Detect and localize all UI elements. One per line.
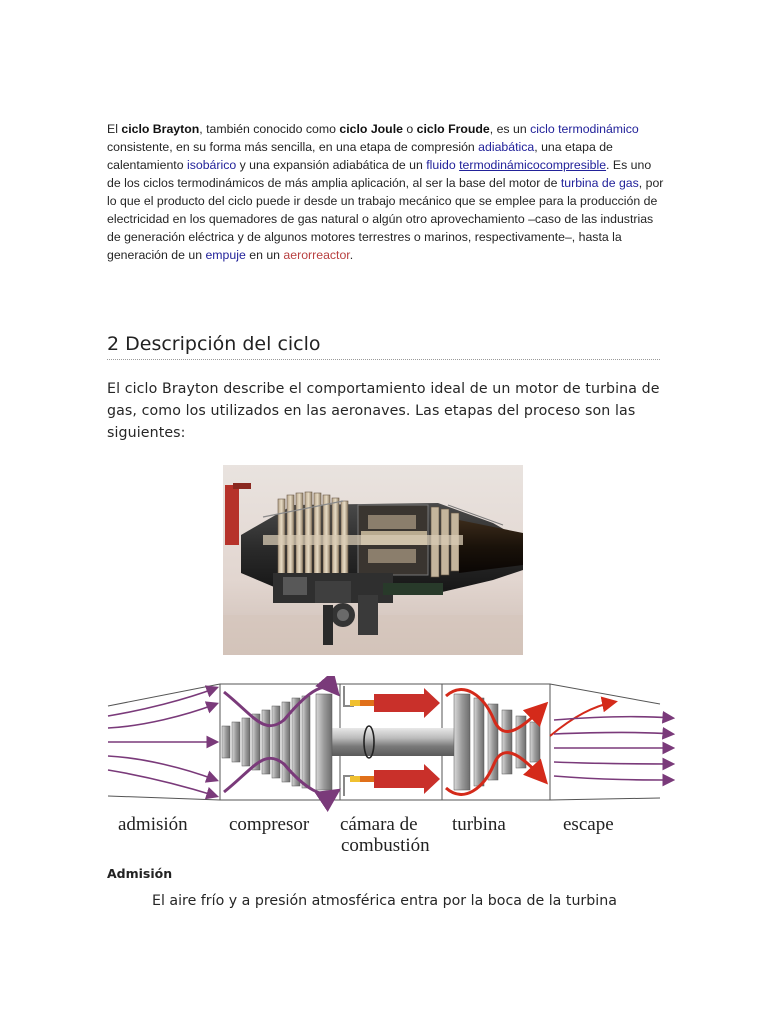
intro-text: , también conocido como	[199, 122, 340, 136]
intro-text: . Es uno de los ciclos termodinámicos de más amplia aplicación, al ser la base del motor de	[107, 158, 652, 190]
section-heading: 2 Descripción del ciclo	[107, 333, 660, 360]
compressor-discs	[222, 694, 332, 790]
intro-text: en un	[245, 248, 284, 262]
intake-air-arrows	[108, 688, 216, 796]
intro-text: , es un	[489, 122, 531, 136]
exhaust-arrows	[554, 717, 672, 780]
label-escape: escape	[563, 814, 614, 835]
label-turbina: turbina	[452, 814, 506, 835]
section-description: El ciclo Brayton describe el comportamiento ideal de un motor de turbina de gas, como los utilizados en las aeronaves. Las etapas del proceso son las siguientes:	[107, 381, 660, 441]
bold-ciclo-brayton: ciclo Brayton	[121, 122, 200, 136]
subsection-heading: Admisión	[107, 866, 173, 881]
jet-engine-photo	[223, 465, 523, 655]
brayton-cycle-diagram	[104, 676, 680, 866]
label-admision: admisión	[118, 814, 188, 835]
intro-text: , por lo que el producto del ciclo puede ir desde un trabajo mecánico que se emplee para la producción de electricidad en los quemadores de gas natural o algún otro aprovechamiento –caso de las industrias de generación eléctrica y de algunos motores terrestres o marinos, respectivamente–, hasta la generación de un	[107, 176, 664, 262]
intro-text: consistente, en su forma más sencilla, en una etapa de compresión	[107, 140, 479, 154]
link-turbina-de-gas[interactable]: turbina de gas	[560, 176, 639, 190]
intro-text: y una expansión adiabática de un	[236, 158, 427, 172]
link-isobarico[interactable]: isobárico	[186, 158, 237, 172]
link-empuje[interactable]: empuje	[205, 248, 246, 262]
intro-paragraph	[107, 120, 667, 264]
label-compresor: compresor	[229, 814, 310, 835]
intro-text: , una etapa de calentamiento	[107, 140, 613, 172]
admision-paragraph: El aire frío y a presión atmosférica entra por la boca de la turbina	[152, 893, 617, 909]
shaft	[329, 728, 459, 756]
bold-ciclo-froude: ciclo Froude	[416, 122, 490, 136]
link-termodinamico-compresible[interactable]: termodinámicocompresible	[459, 158, 607, 172]
link-aerorreactor[interactable]: aerorreactor	[283, 248, 350, 262]
intro-text: o	[402, 122, 417, 136]
link-adiabatica[interactable]: adiabática	[478, 140, 535, 154]
link-fluido[interactable]: fluido	[426, 158, 456, 172]
intro-text: .	[349, 248, 354, 262]
bold-ciclo-joule: ciclo Joule	[339, 122, 403, 136]
label-camara-de: cámara de	[340, 814, 418, 835]
turbine-discs	[454, 694, 540, 790]
link-ciclo-termodinamico[interactable]: ciclo termodinámico	[530, 122, 639, 136]
label-combustion: combustión	[341, 835, 430, 856]
intro-text: El	[107, 122, 122, 136]
